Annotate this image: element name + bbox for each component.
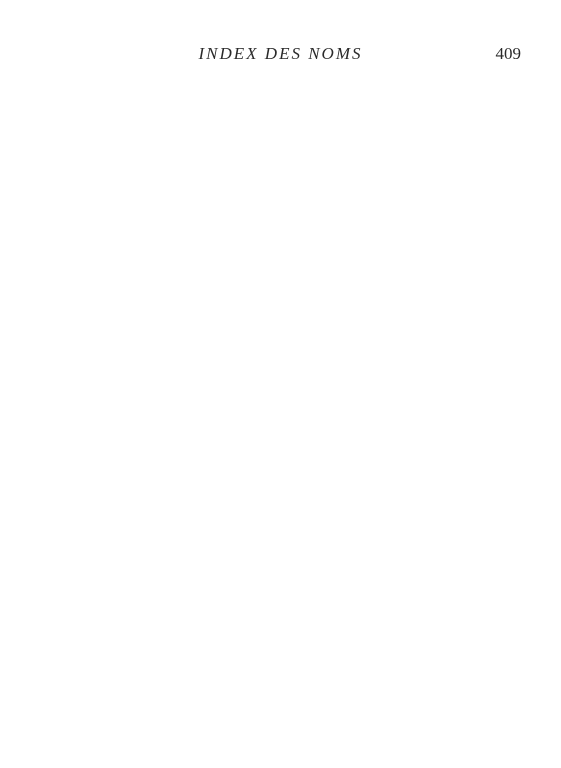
page-number: 409 xyxy=(495,44,521,63)
page-title: INDEX DES NOMS xyxy=(198,44,363,63)
